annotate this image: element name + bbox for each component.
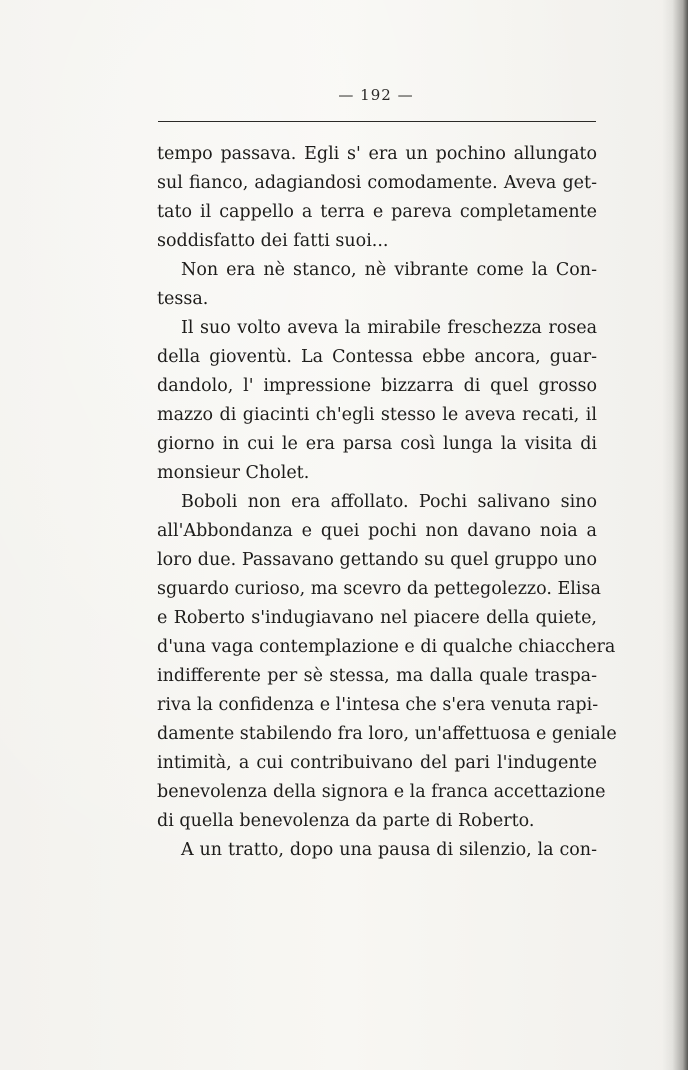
- text-line: damente stabilendo fra loro, un'affettuosa e geniale: [157, 724, 617, 744]
- body-text: [157, 140, 617, 865]
- text-line: soddisfatto dei fatti suoi...: [157, 231, 389, 251]
- text-line: tempo passava. Egli s' era un pochino allungato: [157, 144, 597, 164]
- text-line: tato il cappello a terra e pareva completamente: [157, 202, 597, 222]
- text-line: sul fianco, adagiandosi comodamente. Aveva get-: [157, 173, 597, 193]
- page-edge-shadow: [662, 0, 688, 1070]
- text-line: mazzo di giacinti ch'egli stesso le aveva recati, il: [157, 405, 597, 425]
- text-line: riva la confidenza e l'intesa che s'era venuta rapi-: [157, 695, 599, 715]
- text-line: all'Abbondanza e quei pochi non davano noia a: [157, 521, 597, 541]
- text-line: Non era nè stanco, nè vibrante come la Con-: [181, 260, 597, 280]
- text-line: Il suo volto aveva la mirabile freschezza rosea: [181, 318, 597, 338]
- text-line: e Roberto s'indugiavano nel piacere della quiete,: [157, 608, 597, 628]
- text-line: intimità, a cui contribuivano del pari l'indugente: [157, 753, 597, 773]
- text-line: monsieur Cholet.: [157, 463, 310, 483]
- text-line: della gioventù. La Contessa ebbe ancora, guar-: [157, 347, 597, 367]
- text-line: di quella benevolenza da parte di Roberto.: [157, 811, 535, 831]
- text-line: dandolo, l' impressione bizzarra di quel grosso: [157, 376, 597, 396]
- page-number: — 192 —: [338, 86, 414, 104]
- text-line: giorno in cui le era parsa così lunga la visita di: [157, 434, 597, 454]
- text-line: d'una vaga contemplazione e di qualche chiacchera: [157, 637, 616, 657]
- text-line: Boboli non era affollato. Pochi salivano sino: [181, 492, 597, 512]
- text-line: indifferente per sè stessa, ma dalla quale traspa-: [157, 666, 597, 686]
- text-line: loro due. Passavano gettando su quel gruppo uno: [157, 550, 597, 570]
- header-rule: [158, 121, 596, 122]
- text-line: benevolenza della signora e la franca accettazione: [157, 782, 606, 802]
- text-line: tessa.: [157, 289, 209, 309]
- text-line: sguardo curioso, ma scevro da pettegolezzo. Elisa: [157, 579, 601, 599]
- text-line: A un tratto, dopo una pausa di silenzio, la con-: [181, 840, 597, 860]
